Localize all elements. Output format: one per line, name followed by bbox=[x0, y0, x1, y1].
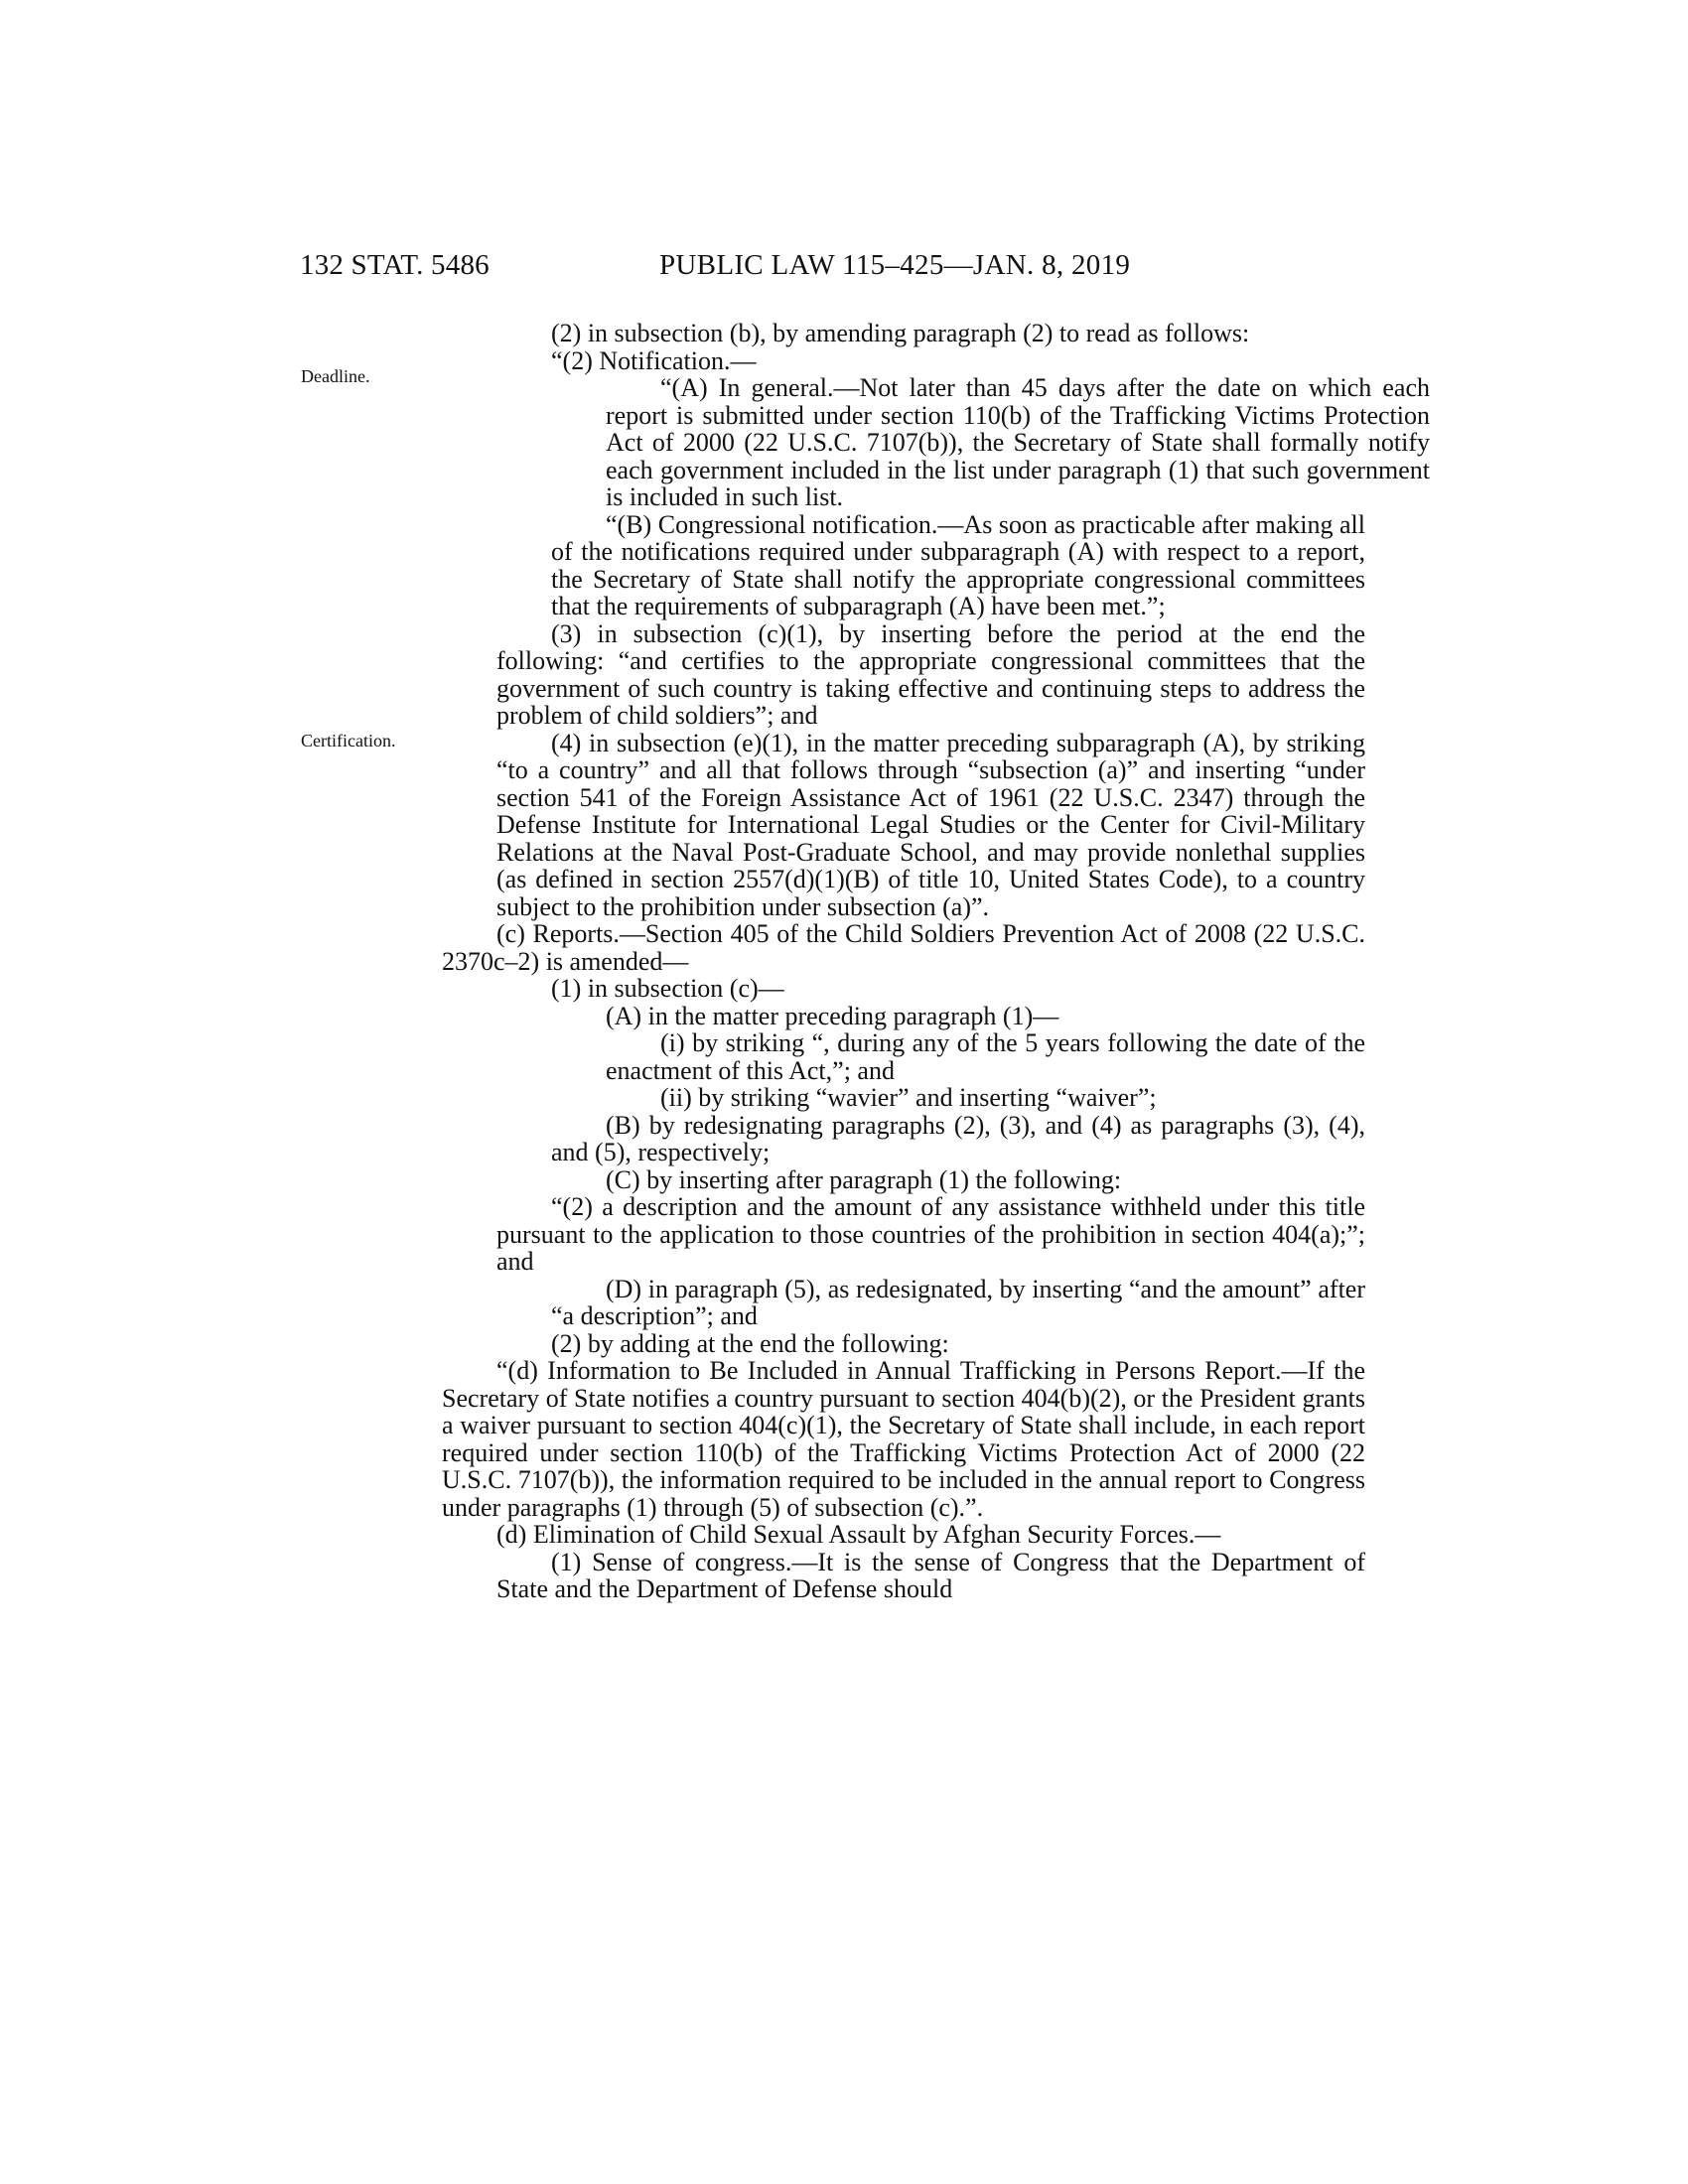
quoted-subsection-d-information: “(d) Information to Be Included in Annual Trafficking in Persons Report.—If the Secretary of State notifies a country pursuant to section 404(b)(2), or the President grants a waiver pursuant to section 404(c)(1), the Secretary of State shall include, in each report required under section 110(b) of the Trafficking Victims Protection Act of 2000 (22 U.S.C. 7107(b)), the information required to be included in the annual report to Congress under paragraphs (1) through (5) of subsection (c).”. bbox=[442, 1356, 1365, 1522]
paragraph-3-subsection-c1: (3) in subsection (c)(1), by inserting before the period at the end the following: “and certifies to the appropriate congressional committees that the government of such country is taking effective and continuing steps to address the problem of child soldiers”; and bbox=[496, 618, 1365, 730]
paragraph-1-sense-of-congress: (1) Sense of congress.—It is the sense of Congress that the Department of State and the Department of Defense should bbox=[496, 1547, 1365, 1603]
clause-ii-by-striking: (ii) by striking “wavier” and inserting “waiver”; bbox=[660, 1083, 1157, 1112]
paragraph-1-in-subsection-c: (1) in subsection (c)— bbox=[551, 974, 784, 1003]
subparagraph-b-congressional-notification: “(B) Congressional notification.—As soon as practicable after making all of the notifications required under subparagraph (A) with respect to a report, the Secretary of State shall notify the appropriate congressional committees that the requirements of subparagraph (A) have been met.”; bbox=[551, 509, 1365, 620]
subsection-d-elimination: (d) Elimination of Child Sexual Assault by Afghan Security Forces.— bbox=[496, 1520, 1221, 1549]
clause-i-by-striking: (i) by striking “, during any of the 5 years following the date of the enactment of this Act,”; and bbox=[606, 1028, 1365, 1085]
page-header-stat-ref: 132 STAT. 5486 bbox=[300, 249, 490, 281]
subparagraph-d-paragraph-5: (D) in paragraph (5), as redesignated, by inserting “and the amount” after “a description”; and bbox=[551, 1274, 1365, 1330]
paragraph-2-by-adding: (2) by adding at the end the following: bbox=[551, 1328, 949, 1358]
subsection-c-reports: (c) Reports.—Section 405 of the Child Soldiers Prevention Act of 2008 (22 U.S.C. 2370c–2) is amended— bbox=[442, 919, 1365, 976]
document-body bbox=[442, 319, 1430, 1603]
margin-note-deadline: Deadline. bbox=[301, 366, 370, 386]
subparagraph-c-inserting: (C) by inserting after paragraph (1) the following: bbox=[606, 1164, 1122, 1194]
quoted-paragraph-2-description: “(2) a description and the amount of any assistance withheld under this title pursuant to the application to those countries of the prohibition in section 404(a);”; and bbox=[496, 1192, 1365, 1276]
heading-notification: “(2) Notification.— bbox=[551, 345, 757, 375]
margin-note-certification: Certification. bbox=[301, 731, 396, 751]
paragraph-2-subsection-b: (2) in subsection (b), by amending paragraph (2) to read as follows: bbox=[551, 319, 1250, 347]
paragraph-4-subsection-e1: (4) in subsection (e)(1), in the matter preceding subparagraph (A), by striking “to a country” and all that follows through “subsection (a)” and inserting “under section 541 of the Foreign Assistance Act of 1961 (22 U.S.C. 2347) through the Defense Institute for International Legal Studies or the Center for Civil-Military Relations at the Naval Post-Graduate School, and may provide nonlethal supplies (as defined in section 2557(d)(1)(B) of title 10, United States Code), to a country subject to the prohibition under subsection (a)”. bbox=[496, 728, 1365, 921]
subparagraph-a-in-general: “(A) In general.—Not later than 45 days after the date on which each report is submitted under section 110(b) of the Trafficking Victims Protection Act of 2000 (22 U.S.C. 7107(b)), the Secretary of State shall formally notify each government included in the list under paragraph (1) that such government is included in such list. bbox=[606, 373, 1430, 511]
subparagraph-b-redesignating: (B) by redesignating paragraphs (2), (3), and (4) as paragraphs (3), (4), and (5), respectively; bbox=[551, 1110, 1365, 1166]
subparagraph-a-matter-preceding: (A) in the matter preceding paragraph (1)— bbox=[606, 1001, 1059, 1030]
page-header-title: PUBLIC LAW 115–425—JAN. 8, 2019 bbox=[659, 249, 1131, 281]
